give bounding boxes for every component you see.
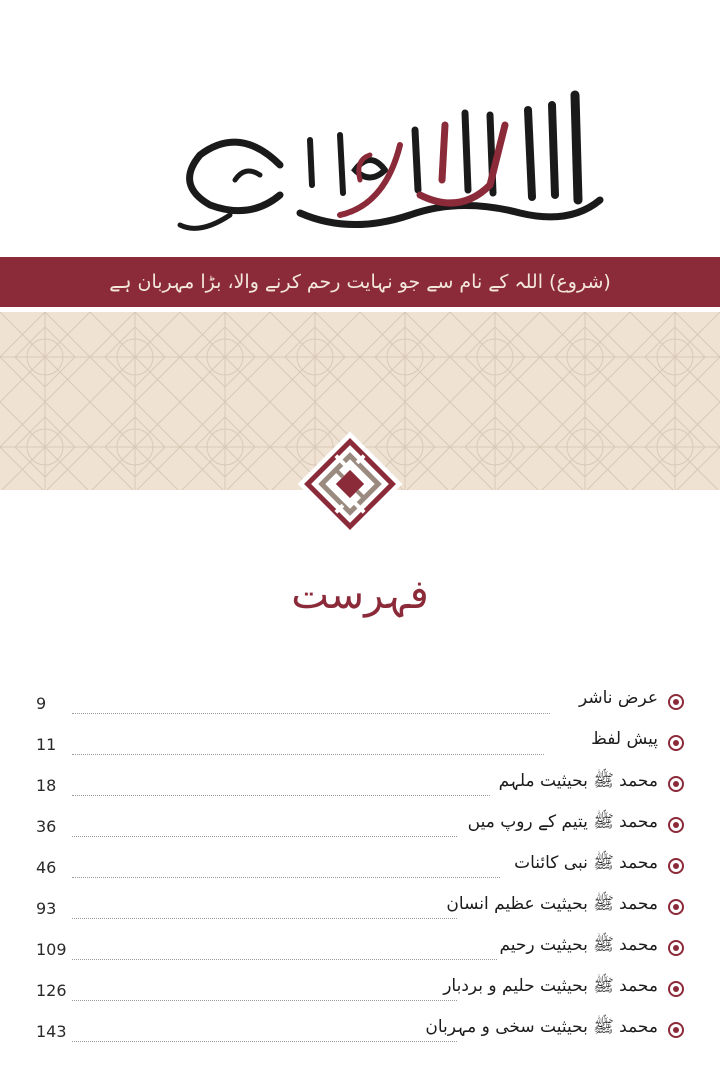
leader-dots (72, 754, 544, 755)
toc-item[interactable] (0, 803, 720, 843)
toc-item[interactable] (0, 885, 720, 925)
bullet-icon (668, 817, 684, 833)
toc-item[interactable] (0, 844, 720, 884)
translation-text: (شروع) اللہ کے نام سے جو نہایت رحم کرنے والا، بڑا مہربان ہے (109, 271, 611, 293)
leader-dots (72, 1041, 457, 1042)
kufic-emblem (296, 430, 404, 538)
bullet-icon (668, 735, 684, 751)
toc-item[interactable] (0, 1008, 720, 1048)
page-number: 109 (36, 940, 67, 959)
page-number: 11 (36, 735, 57, 754)
toc-item[interactable] (0, 762, 720, 802)
toc-item[interactable] (0, 926, 720, 966)
leader-dots (72, 713, 550, 714)
page-number: 36 (36, 817, 57, 836)
bullet-icon (668, 899, 684, 915)
page-number: 18 (36, 776, 57, 795)
bullet-icon (668, 1022, 684, 1038)
page-number: 93 (36, 899, 57, 918)
toc-label: محمد ﷺ نبی کائنات (514, 853, 658, 873)
bullet-icon (668, 694, 684, 710)
toc-item[interactable] (0, 680, 720, 720)
toc-label: محمد ﷺ یتیم کے روپ میں (467, 812, 658, 832)
toc-label: محمد ﷺ بحیثیت رحیم (499, 935, 658, 955)
bullet-icon (668, 940, 684, 956)
bismillah-calligraphy (160, 85, 620, 245)
toc-item[interactable] (0, 721, 720, 761)
leader-dots (72, 918, 457, 919)
toc-label: محمد ﷺ بحیثیت عظیم انسان (446, 894, 658, 914)
toc-label: محمد ﷺ بحیثیت حلیم و بردبار (443, 976, 658, 996)
page-number: 126 (36, 981, 67, 1000)
page-number: 46 (36, 858, 57, 877)
toc-label: پیش لفظ (591, 729, 658, 749)
bullet-icon (668, 858, 684, 874)
toc-item[interactable] (0, 967, 720, 1007)
toc-label: عرض ناشر (578, 688, 658, 708)
leader-dots (72, 836, 457, 837)
page-number: 143 (36, 1022, 67, 1041)
bullet-icon (668, 776, 684, 792)
leader-dots (72, 1000, 457, 1001)
toc-label: محمد ﷺ بحیثیت سخی و مہربان (425, 1017, 658, 1037)
translation-banner (0, 257, 720, 307)
bullet-icon (668, 981, 684, 997)
leader-dots (72, 795, 490, 796)
leader-dots (72, 959, 497, 960)
page-number: 9 (36, 694, 47, 713)
toc-label: محمد ﷺ بحیثیت ملہم (498, 771, 658, 791)
leader-dots (72, 877, 500, 878)
toc-title: فہرست (291, 572, 429, 618)
